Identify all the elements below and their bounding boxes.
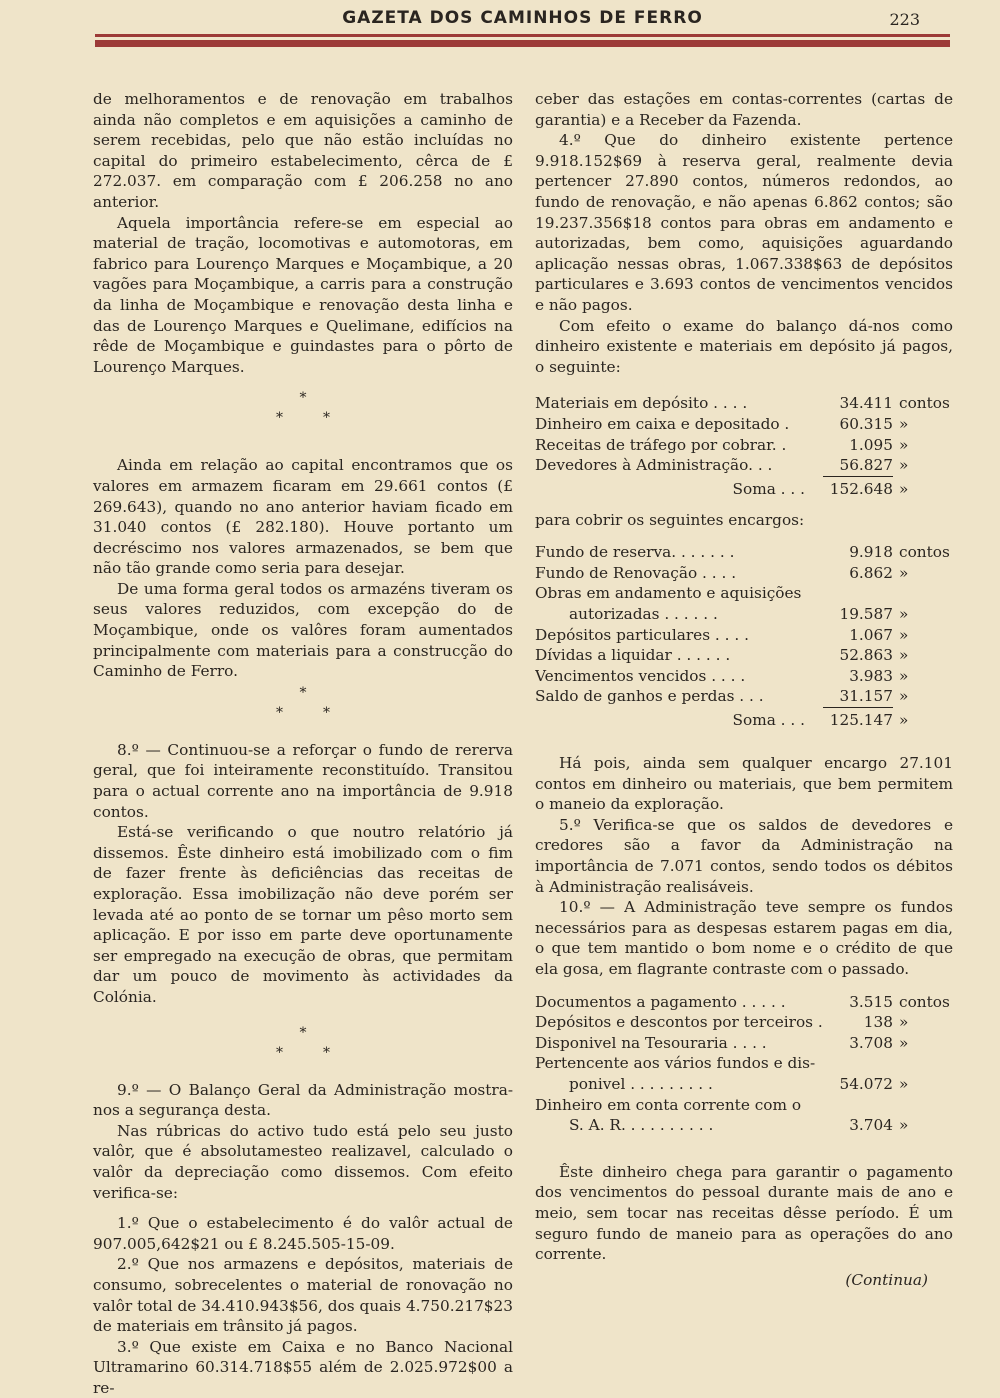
asterisk: * [299, 1024, 307, 1041]
table-row: Vencimentos vencidos . . . . 3.983 » [535, 666, 909, 685]
paragraph: De uma forma geral todos os armazéns tiveram os seus valores reduzidos, com excepção do de Moçambique, onde os valôres foram aumentados principalmente com materiais para a construcção do Caminho de Ferro. [93, 579, 513, 681]
asterisk: * [276, 704, 283, 721]
section-ornament [93, 686, 513, 720]
table-row: S. A. R. . . . . . . . . . 3.704 » [569, 1116, 909, 1135]
asterisk: * [276, 410, 283, 427]
section-ornament [93, 391, 513, 425]
paragraph: 5.º Verifica-se que os saldos de devedores e credores são a favor da Administração na importância de 7.071 contos, sendo todos os débitos à Administração realisáveis. [535, 815, 953, 896]
page-number: 223 [889, 10, 920, 29]
table-row: autorizadas . . . . . . 19.587 » [569, 605, 909, 624]
asterisk: * [299, 684, 307, 701]
paragraph: Com efeito o exame do balanço dá-nos como dinheiro existente e materiais em depósito já pagos, o seguinte: [535, 316, 953, 376]
paragraph: 2.º Que nos armazens e depósitos, materiais de consumo, sobrecelentes o material de ronovação no valôr total de 34.410.943$56, dos quais 4.750.217$23 de materiais em trânsito já pagos. [93, 1255, 513, 1336]
balance-table-assets [535, 393, 953, 499]
continued-note: (Continua) [845, 1271, 928, 1289]
paragraph: 1.º Que o estabelecimento é do valôr actual de 907.005,642$21 ou £ 8.245.505-15-09. [93, 1214, 513, 1253]
header-rule-thick [95, 40, 950, 47]
table-row: Obras em andamento e aquisições [535, 584, 802, 603]
table-row: Materiais em depósito . . . . 34.411 contos [535, 394, 950, 413]
table-row: Fundo de reserva. . . . . . . 9.918 contos [535, 543, 950, 562]
table-row: Dinheiro em caixa e depositado . 60.315 » [535, 414, 909, 433]
table-row: Devedores à Administração. . . 56.827 » [535, 456, 909, 475]
asterisk: * [323, 704, 330, 721]
paragraph: 9.º — O Balanço Geral da Administração mostra-nos a segurança desta. [93, 1080, 513, 1120]
table-row: Pertencente aos vários fundos e dis- [535, 1054, 816, 1073]
table-row: Documentos a pagamento . . . . . 3.515 contos [535, 992, 950, 1011]
paragraph: Ainda em relação ao capital encontramos que os valores em armazem ficaram em 29.661 contos (£ 269.643), quando no ano anterior haviam ficado em 31.040 contos (£ 282.180). Houve portanto um decréscimo nos valores armazenados, se bem que não tão grande como seria para desejar. [93, 456, 513, 578]
paragraph: 3.º Que existe em Caixa e no Banco Nacional Ultramarino 60.314.718$55 além de 2.025.972$00 a re- [93, 1337, 513, 1397]
table-row: Saldo de ganhos e perdas . . . 31.157 » [535, 687, 909, 706]
asterisk: * [323, 1044, 330, 1061]
table-row: Fundo de Renovação . . . . 6.862 » [535, 563, 909, 582]
paragraph: Há pois, ainda sem qualquer encargo 27.101 contos em dinheiro ou materiais, que bem permitem o maneio da exploração. [535, 754, 953, 814]
paragraph: de melhoramentos e de renovação em trabalhos ainda não completos e em aquisições a caminho de serem recebidas, pelo que não estão incluídas no capital do primeiro estabelecimento, cêrca de £ 272.037. em comparação com £ 206.258 no ano anterior. [93, 90, 513, 211]
paragraph: para cobrir os seguintes encargos: [535, 510, 805, 529]
sum-row: Soma . . . 125.147 » [535, 707, 953, 731]
table-row: Dívidas a liquidar . . . . . . 52.863 » [535, 646, 909, 665]
paragraph: ceber das estações em contas-correntes (cartas de garantia) e a Receber da Fazenda. [535, 90, 953, 129]
left-column [93, 89, 513, 1398]
journal-title: GAZETA DOS CAMINHOS DE FERRO [342, 8, 703, 28]
paragraph: Êste dinheiro chega para garantir o pagamento dos vencimentos do pessoal durante mais de ano e meio, sem tocar nas receitas dêsse período. É um seguro fundo de maneio para as operações do ano corrente. [535, 1162, 953, 1264]
section-ornament [93, 1026, 513, 1060]
paragraph: Nas rúbricas do activo tudo está pelo seu justo valôr, que é absolutamesteo realizavel, calculado o valôr da depreciação como dissemos. Com efeito verifica-se: [93, 1121, 513, 1202]
table-row: Receitas de tráfego por cobrar. . 1.095 » [535, 435, 909, 454]
sum-row: Soma . . . 152.648 » [535, 476, 953, 500]
page-header [95, 6, 950, 46]
asterisk: * [299, 390, 307, 407]
table-row: ponivel . . . . . . . . . 54.072 » [569, 1074, 909, 1093]
balance-table-charges [535, 542, 953, 731]
asterisk: * [276, 1044, 283, 1061]
table-row: Disponivel na Tesouraria . . . . 3.708 » [535, 1033, 909, 1052]
treasury-table [535, 992, 953, 1136]
paragraph: Está-se verificando o que noutro relatório já dissemos. Êste dinheiro está imobilizado com o fim de fazer frente às deficiências das receitas de exploração. Essa imobilização não deve porém ser levada até ao ponto de se tornar um pêso morto sem aplicação. E por isso em parte deve oportunamente ser empregado na execução de obras, que permitam dar um pouco de movimento às actividades da Colónia. [93, 823, 513, 1006]
paragraph: Aquela importância refere-se em especial ao material de tração, locomotivas e automotoras, em fabrico para Lourenço Marques e Moçambique, a 20 vagões para Moçambique, a carris para a construção da linha de Moçambique e renovação desta linha e das de Lourenço Marques e Quelimane, edifícios na rêde de Moçambique e guindastes para o pôrto de Lourenço Marques. [93, 213, 513, 376]
asterisk: * [323, 410, 330, 427]
paragraph: 8.º — Continuou-se a reforçar o fundo de rererva geral, que foi inteiramente reconstituído. Transitou para o actual corrente ano na importância de 9.918 contos. [93, 740, 513, 821]
paragraph: 4.º Que do dinheiro existente pertence 9.918.152$69 à reserva geral, realmente devia pertencer 27.890 contos, números redondos, ao fundo de renovação, e não apenas 6.862 contos; são 19.237.356$18 contos para obras em andamento e autorizadas, bem como, aquisições aguardando aplicação nessas obras, 1.067.338$63 de depósitos particulares e 3.693 contos de vencimentos vencidos e não pagos. [535, 131, 953, 314]
right-column [535, 89, 953, 1265]
paragraph: 10.º — A Administração teve sempre os fundos necessários para as despesas estarem pagas em dia, o que tem mantido o bom nome e o crédito de que ela gosa, em flagrante contraste com o passado. [535, 898, 953, 978]
table-row: Depósitos e descontos por terceiros . 138 » [535, 1013, 909, 1032]
header-rule-thin [95, 34, 950, 37]
table-row: Dinheiro em conta corrente com o [535, 1095, 802, 1114]
table-row: Depósitos particulares . . . . 1.067 » [535, 625, 909, 644]
